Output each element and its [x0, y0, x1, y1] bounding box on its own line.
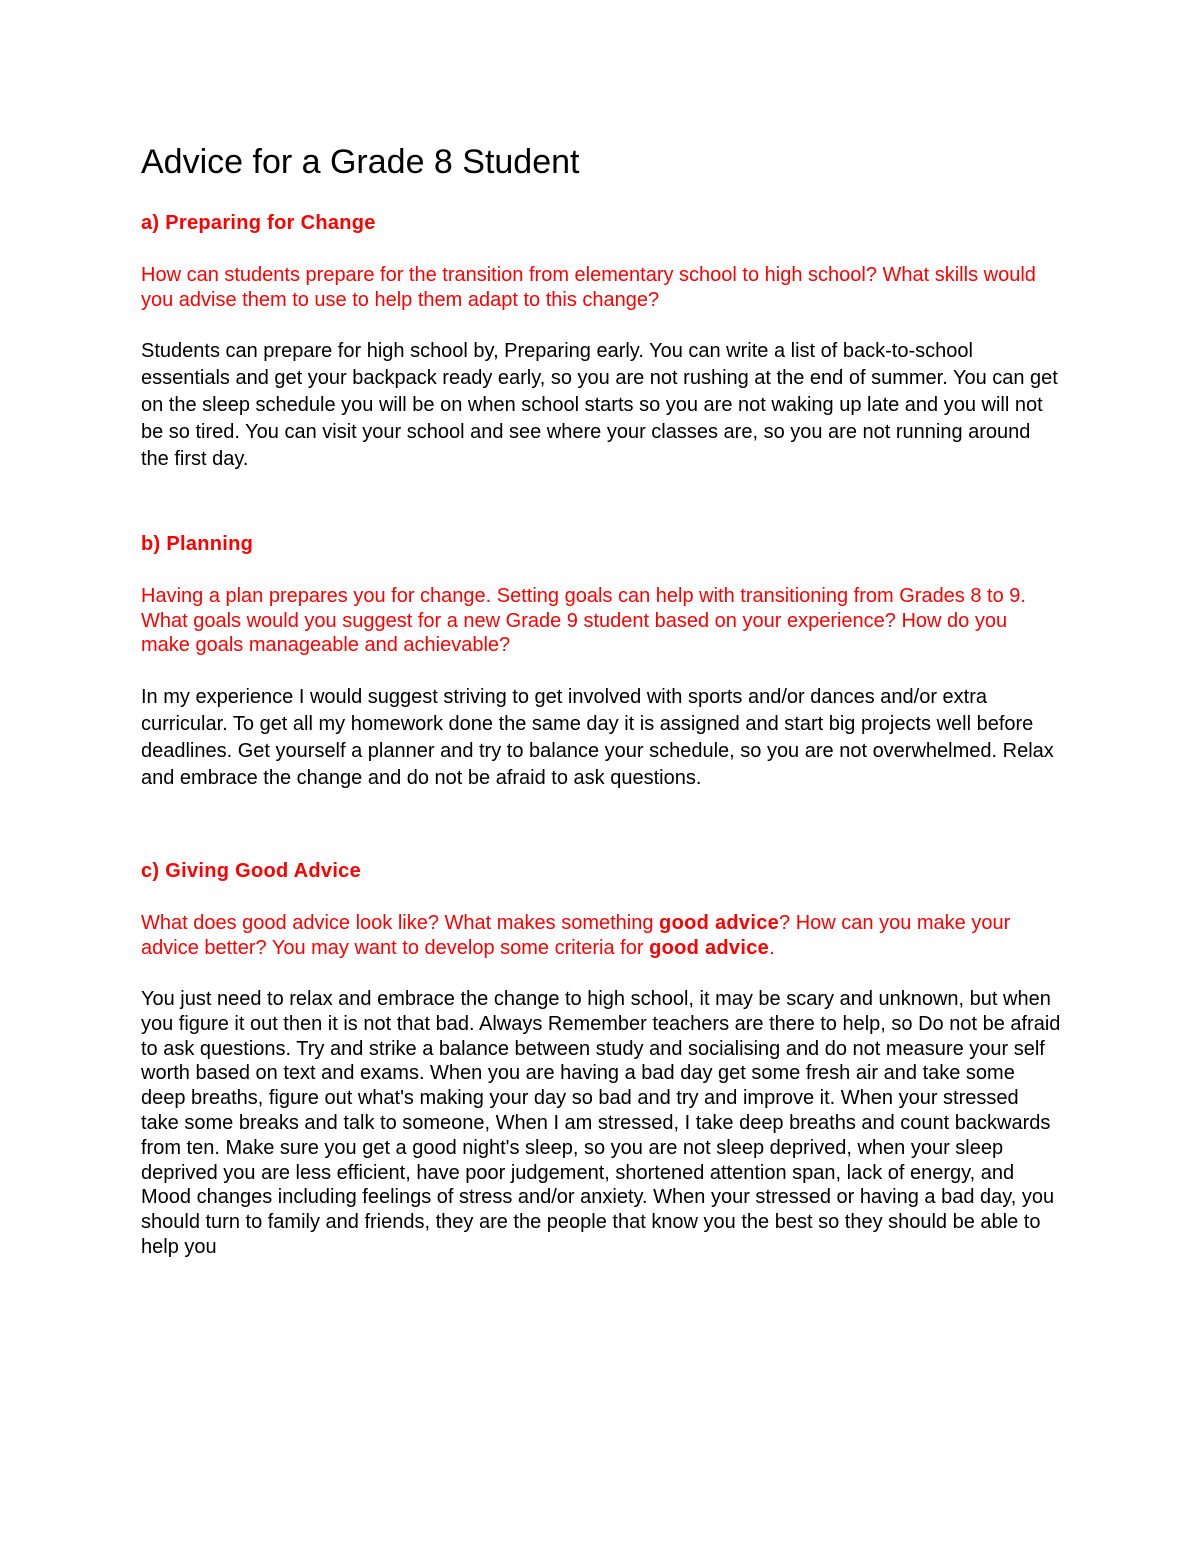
section-heading-preparing-for-change: a) Preparing for Change: [141, 212, 376, 234]
document-page: [141, 0, 1066, 1553]
section-answer-giving-good-advice: You just need to relax and embrace the change to high school, it may be scary and unknown, but when you figure it out then it is not that bad. Always Remember teachers are there to help, so Do not be afraid to ask questions. Try and strike a balance between study and socialising and do not measure your self worth based on text and exams. When you are having a bad day get some fresh air and take some deep breaths, figure out what's making your day so bad and try and improve it. When your stressed take some breaks and talk to someone, When I am stressed, I take deep breaths and count backwards from ten. Make sure you get a good night's sleep, so you are not sleep deprived, when your sleep deprived you are less efficient, have poor judgement, shortened attention span, lack of energy, and Mood changes including feelings of stress and/or anxiety. When your stressed or having a bad day, you should turn to family and friends, they are the people that know you the best so they should be able to help you: [141, 988, 1061, 1258]
section-heading-planning: b) Planning: [141, 533, 254, 555]
prompt-text: What does good advice look like? What makes something: [141, 912, 660, 934]
prompt-text: ? How can you make your advice better? You may want to develop some criteria for: [141, 912, 1011, 959]
prompt-emphasis-good-advice: good advice: [659, 912, 780, 934]
section-answer-planning: In my experience I would suggest striving to get involved with sports and/or dances and/or extra curricular. To get all my homework done the same day it is assigned and start big projects well before deadlines. Get yourself a planner and try to balance your schedule, so you are not overwhelmed. Relax and embrace the change and do not be afraid to ask questions.: [141, 686, 1054, 789]
prompt-emphasis-good-advice: good advice: [649, 936, 770, 959]
section-prompt-giving-good-advice: [141, 911, 1061, 960]
section-answer-preparing-for-change: Students can prepare for high school by, Preparing early. You can write a list of back-to-school essentials and get your backpack ready early, so you are not rushing at the end of summer. You can get on the sleep schedule you will be on when school starts so you are not waking up late and you will not be so tired. You can visit your school and see where your classes are, so you are not running around the first day.: [141, 340, 1058, 470]
section-heading-giving-good-advice: c) Giving Good Advice: [141, 860, 362, 882]
document-title: Advice for a Grade 8 Student: [141, 143, 580, 181]
prompt-text: .: [769, 936, 775, 959]
section-prompt-preparing-for-change: How can students prepare for the transition from elementary school to high school? What skills would you advise them to use to help them adapt to this change?: [141, 264, 1036, 311]
section-prompt-planning: Having a plan prepares you for change. Setting goals can help with transitioning from Grades 8 to 9. What goals would you suggest for a new Grade 9 student based on your experience? How do you make goals manageable and achievable?: [141, 585, 1026, 656]
